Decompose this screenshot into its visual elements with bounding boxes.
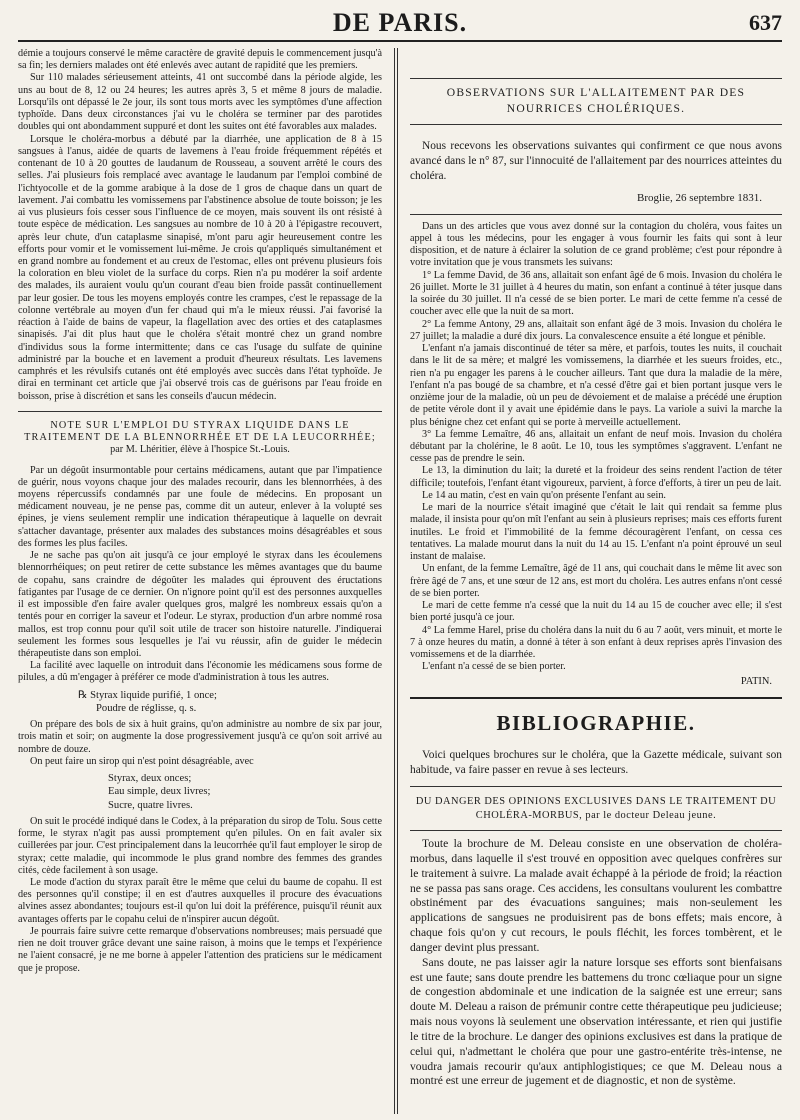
obs-body [410, 221, 782, 674]
paragraph: Dans un des articles que vous avez donné sur la contagion du choléra, vous faites un appel à tous les médecins, pour les engager à vous fournir les faits qui sont à leur disposition, et de nature à éclairer la solution de ce grand problème; c'est pour répondre à votre invitation que je vous transmets les suivans: [410, 220, 782, 269]
paragraph: Le 13, la diminution du lait; la dureté et la froideur des seins rendent l'action de téter difficile; toutefois, l'enfant étant vigoureux, parvient, à force d'efforts, à tirer un peu de lait. [410, 465, 782, 489]
paragraph: La facilité avec laquelle on introduit dans l'économie les médicamens sous forme de pilules, a dû m'engager à préférer ce mode d'administration à tous les autres. [18, 660, 382, 684]
paragraph: Le mari de la nourrice s'était imaginé que c'était le lait qui rendait sa femme plus malade, il insista pour qu'on mît l'enfant au sein à plusieurs reprises; mais ces efforts furent inutiles. Le froid et l'immobilité de la femme découragèrent l'enfant, on cessa ces tentatives. La malade mourut dans la nuit du 14 au 15. L'enfant n'a point éprouvé un seul instant de malaise. [410, 502, 782, 563]
recipe-line: Poudre de réglisse, q. s. [96, 702, 197, 714]
paragraph: 1° La femme David, de 36 ans, allaitait son enfant âgé de 6 mois. Invasion du choléra le 26 juillet. Morte le 31 juillet à 4 heures du matin, son enfant a continué à téter jusque dans la soirée du 30 juillet. Il n'a cessé de se bien porter. Le mari de cette femme n'a cessé de coucher avec elle que la nuit de sa mort. [410, 269, 782, 318]
paragraph: 2° La femme Antony, 29 ans, allaitait son enfant âgé de 3 mois. Invasion du choléra le 27 juillet; la maladie a duré dix jours. La convalescence ensuite a été longue et pénible. [410, 318, 782, 342]
paragraph: Sans doute, ne pas laisser agir la nature lorsque ses efforts sont bienfaisans est une faute; sans doute prendre les battemens du tronc cœliaque pour un signe de congestion abdominale et une indication de la saignée est une erreur; sans doute M. Deleau a raison de prémunir contre cette thérapeutique peu judicieuse; mais nous voyons là seulement une observation intéressante, et rien qui justifie le titre de la brochure. Le danger des opinions exclusives est dans la pratique de celui qui, n'admettant le choléra que pour une gastro-entérite très-intense, ne voudra jamais recourir qu'aux antiphlogistiques; ce que M. Deleau nous a montré est une erreur de jugement et de diagnostic, et non de système. [410, 955, 782, 1088]
section-divider [410, 786, 782, 787]
biblio-intro: Voici quelques brochures sur le choléra, que la Gazette médicale, suivant son habitude, va faire passer en revue à ses lecteurs. [410, 749, 782, 777]
paragraph: L'enfant n'a jamais discontinué de téter sa mère, et parfois, toutes les nuits, il couchait dans le lit de sa mère; et malgré les vomissemens, la diarrhée et les sueurs froides, etc., rien n'a pu engager les parens à le coucher ailleurs. Tant que dura la maladie de la mère, l'enfant n'a pas bougé de sa chambre, et n'a cessé d'être gai et bien portant jusque vers le onzième jour de la maladie, où un peu de dévoiement et de malaise a précédé une éruption de petite vérole dont il y avait une épidémie dans le pays. La variole a suivi la marche la plus bénigne chez cet enfant qui se porte à merveille actuellement. [410, 343, 782, 428]
left-column [18, 48, 382, 1114]
paragraph: On suit le procédé indiqué dans le Codex, à la préparation du sirop de Tolu. Sous cette forme, le styrax n'agit pas aussi promptement qu'en pilules. On en fait avaler six cuillerées par jour. C'est principalement dans la leucorrhée qu'il faut employer le sirop de styrax; cette maladie, qui incommode le plus grand nombre des femmes des grandes cités, cède facilement à son usage. [18, 815, 382, 876]
right-column [410, 48, 782, 1114]
paragraph: Lorsque le choléra-morbus a débuté par la diarrhée, une application de 8 à 15 sangsues à l'anus, aidée de quarts de lavemens à l'eau froide fréquemment répétés et contenant de 10 à 20 gouttes de laudanum de Rousseau, a souvent arrêté le cours des selles. J'ai plusieurs fois remplacé avec avantage le laudanum par l'emploi combiné de l'ichtyocolle et de la gomme arabique à la dose de 1 gros de chaque dans un quart de lavement. J'ai combattu les vomissemens par l'abstinence absolue de toute boisson; je les ai vus plusieurs fois cesser sous l'influence de ce moyen, mais souvent ils ont résisté à toute espèce de médication. Les sangsues au nombre de 10 à 20 à l'épigastre recouvert, après leur chute, d'un cataplasme sinapisé, m'ont paru agir heureusement contre les efforts pour vomir et le vomissement lui-même. Je crois qu'appliqués simultanément et en grand nombre au fondement et au creux de l'estomac, elles ont prévenu plusieurs fois la coloration en bleu violet de la surface du corps. Rien n'a pu modérer la soif ardente des malades, ils auraient voulu qu'un courant d'eau bien froide passât continuellement par leur gosier. De tous les moyens employés contre les crampes, c'est le repassage de la colonne vertébrale au moyen d'un fer chaud qui m'a le mieux réussi. J'ai favorisé la réaction à l'aide de bains de vapeur, la flagellation avec des orties et des cataplasmes sinapisés. J'ai dit plus haut que le choléra s'était montré chez un grand nombre d'individus sous la forme intermittente; dans ce cas l'usage du sulfate de quinine administré par la bouche et en lavement a produit d'heureux résultats. Les lavemens camphrés et les révulsifs cutanés ont été employés avec succès dans l'état typhoïde. Je dirai en terminant cet article que j'ai observé trois cas de guérisons par l'eau froide en boisson, prise à discrétion et sans les conseils d'aucun médecin. [18, 133, 382, 402]
section-divider [410, 124, 782, 125]
paragraph: On prépare des bols de six à huit grains, qu'on administre au nombre de six par jour, trois matin et soir; on augmente la dose progressivement jusqu'à ce qu'on soit arrivé au nombre de douze. [18, 719, 382, 755]
paragraph: Le mode d'action du styrax paraît être le même que celui du baume de copahu. Il est des personnes qu'il constipe; il en est d'autres auxquelles il procure des évacuations alvines assez abondantes; toujours est-il qu'on lui doit la préférence, puisqu'il réunit aux avantages offerts par le copahu celui de n'inspirer aucun dégoût. [18, 877, 382, 925]
recipe-1 [78, 689, 382, 715]
paragraph: 4° La femme Harel, prise du choléra dans la nuit du 6 au 7 août, vers minuit, et morte le 7 à onze heures du matin, a donné à téter à son enfant à deux reprises après l'invasion des vomissemens et de la diarrhée. [410, 624, 782, 660]
paragraph: Je pourrais faire suivre cette remarque d'observations nombreuses; mais persuadé que rien ne doit trouver grâce devant une saine raison, à moins que le temps et l'expérience ne l'aient consacré, je ne me borne à appeler l'attention des praticiens sur le médicament que je propose. [18, 925, 382, 974]
section-divider [410, 697, 782, 699]
recipe-line: ℞ Styrax liquide purifié, 1 once; [78, 689, 217, 701]
paragraph: Toute la brochure de M. Deleau consiste en une observation de choléra-morbus, dans laquelle il s'est trouvé en opposition avec quelques confrères sur le traitement à suivre. La malade avait échappé à la période de froid; la réaction ne se passa pas sans orage. Ces accidens, les consultans voulurent les combattre obstinément par des évacuations sanguines; mais non-seulement les applications de sangsues ne produisirent pas de bons effets; mais encore, à chaque fois qu'on y cut recours, le pouls fléchit, les forces tombèrent, et le danger devint plus pressant. [410, 837, 782, 954]
note-title: NOTE SUR L'EMPLOI DU STYRAX LIQUIDE DANS LE TRAITEMENT DE LA BLENNORRHÉE ET DE LA LEUCORRHÉE; [24, 419, 376, 444]
obs-intro: Nous recevons les observations suivantes qui confirment ce que nous avons avancé dans le n° 87, sur l'innocuité de l'allaitement par des nourrices atteintes du choléra. [410, 140, 782, 182]
signature: PATIN. [740, 676, 772, 688]
paragraph: On peut faire un sirop qui n'est point désagréable, avec [30, 755, 254, 767]
paragraph: démie a toujours conservé le même caractère de gravité depuis le commencement jusqu'à sa fin; les derniers malades ont été enlevés avec autant de rapidité que les premiers. [18, 48, 382, 72]
recipe-2 [108, 772, 382, 812]
paragraph: Le mari de cette femme n'a cessé que la nuit du 14 au 15 de coucher avec elle; il s'est bien porté jusqu'à ce jour. [410, 600, 782, 624]
paragraph: Je ne sache pas qu'on ait jusqu'à ce jour employé le styrax dans les écoulemens blennorrhéiques; on peut retirer de cette substance les mêmes avantages que du baume de copahu, sans craindre de dégoûter les malades qui éprouvent des éructations fatigantes par l'usage de ce dernier. On n'ignore point qu'il est des personnes auxquelles il est impossible d'en faire avaler quelques gros, malgré les nombreux essais qu'on a tentés pour en corriger la saveur et l'odeur. Le styrax, production d'un arbre nommé rosa mallos, est trop connu pour qu'il soit utile de tracer son histoire naturelle. J'indiquerai seulement les formes sous lesquelles je l'ai vu réussir, afin de guider le médecin thérapeutiste dans son emploi. [18, 550, 382, 660]
bibliography-heading: BIBLIOGRAPHIE. [496, 711, 696, 736]
newspaper-page [18, 6, 782, 1114]
section-divider [410, 78, 782, 79]
page-title: DE PARIS. [332, 8, 468, 37]
section-divider [18, 411, 382, 412]
note-author: par M. Lhéritier, élève à l'hospice St.-Louis. [110, 444, 290, 456]
page-header [18, 6, 782, 42]
paragraph: L'enfant n'a cessé de se bien porter. [422, 661, 566, 673]
paragraph: Le 14 au matin, c'est en vain qu'on présente l'enfant au sein. [422, 489, 666, 501]
paragraph: Un enfant, de la femme Lemaître, âgé de 11 ans, qui couchait dans le même lit avec son frère âgé de 7 ans, et une sœur de 12 ans, est mort du choléra. Les autres enfans n'ont cessé de se bien porter. [410, 563, 782, 599]
paragraph: Sur 110 malades sérieusement atteints, 41 ont succombé dans la période algide, les uns au bout de 8, 12 ou 24 heures; les autres après 3, 5 et même 8 jours de maladie. Lorsqu'ils ont dépassé le 2e jour, ils sont tous morts avec les symptômes d'une affection typhoïde. Dans deux circonstances j'ai vu le choléra se terminer par des parotides doubles qui ont abondamment suppuré et dont les suites ont été favorables aux malades. [18, 72, 382, 133]
recipe-line: Sucre, quatre livres. [108, 799, 193, 811]
review-title: DU DANGER DES OPINIONS EXCLUSIVES DANS LE TRAITEMENT DU CHOLÉRA-MORBUS, par le docteur Deleau jeune. [415, 796, 777, 821]
obs-title: OBSERVATIONS SUR L'ALLAITEMENT PAR DES NOURRICES CHOLÉRIQUES. [446, 86, 746, 115]
recipe-line: Styrax, deux onces; [108, 773, 192, 785]
recipe-line: Eau simple, deux livres; [108, 786, 211, 798]
section-divider [410, 214, 782, 215]
obs-intro-block [410, 139, 782, 183]
review-body [410, 837, 782, 1089]
column-divider [394, 48, 398, 1114]
dateline: Broglie, 26 septembre 1831. [637, 191, 762, 204]
paragraph: Par un dégoût insurmontable pour certains médicamens, autant que par l'impatience de guérir, nous voyons chaque jour des malades recourir, dans les blennorrhées, à des moyens répercussifs condamnés par une foule de médecins. En proposant un médicament nouveau, je ne pense pas, comme dit un auteur, enlever à la volupté ses épines, je viens seulement remplir une indication thérapeutique à laquelle on devrait s'attacher davantage, présenter aux malades des substances moins désagréables et sous des formes les plus faciles. [18, 464, 382, 549]
page-number: 637 [749, 10, 782, 35]
paragraph: 3° La femme Lemaître, 46 ans, allaitait un enfant de neuf mois. Invasion du choléra débutant par la cholérine, le 8 août. Le 10, tous les symptômes s'aggravent. L'enfant ne cesse pas de prendre le sein. [410, 428, 782, 465]
columns [18, 48, 782, 1114]
biblio-intro-block [410, 748, 782, 778]
section-divider [410, 830, 782, 831]
